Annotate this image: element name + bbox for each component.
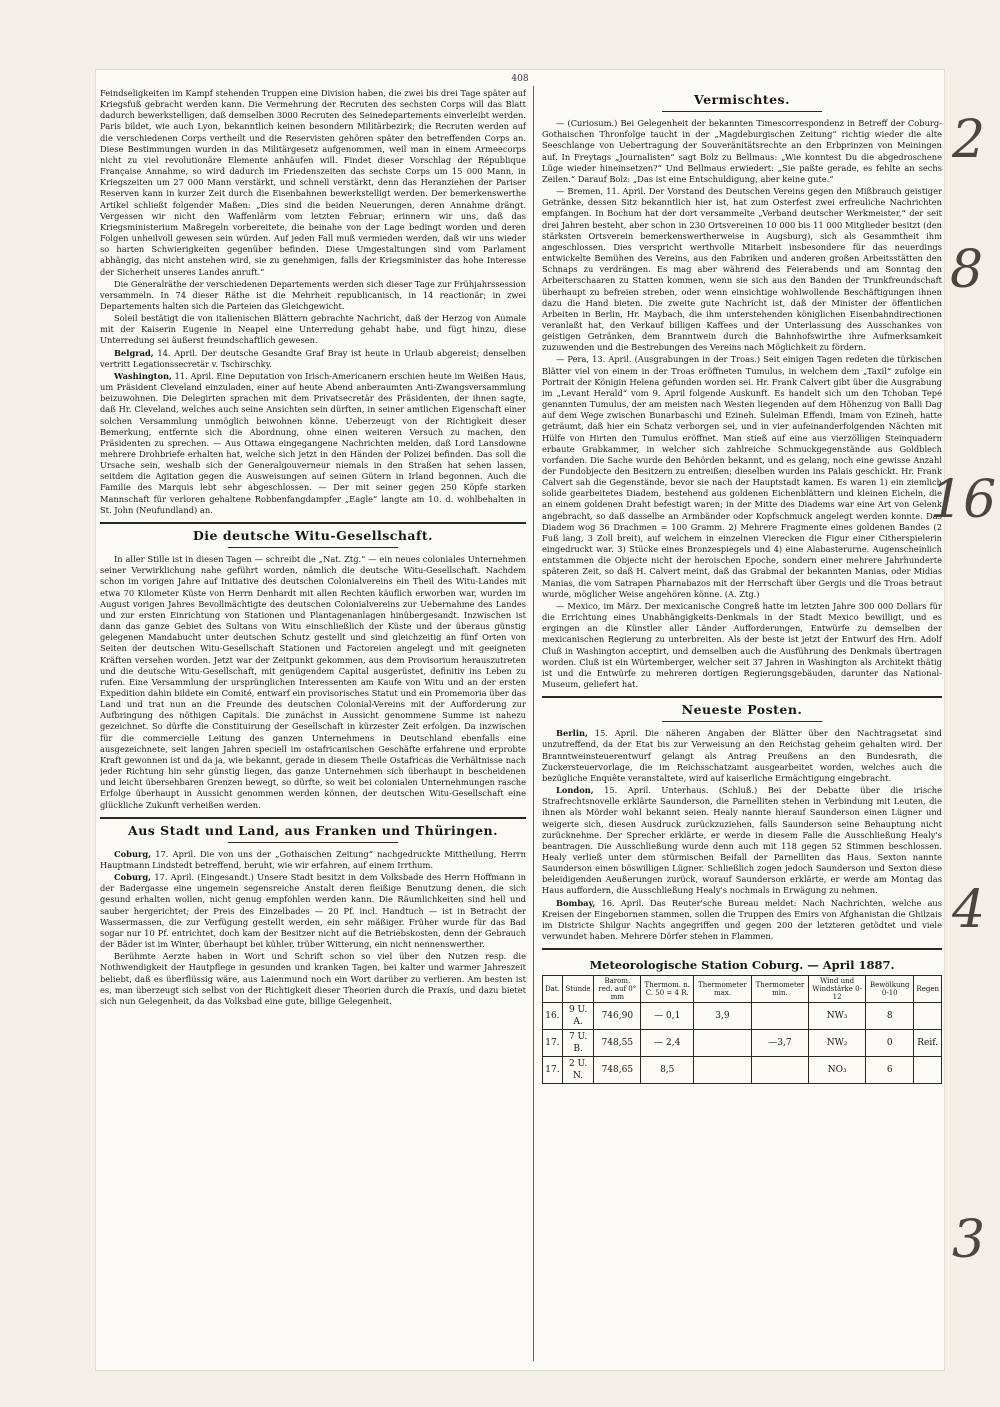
margin-note-1: 2 bbox=[952, 110, 986, 170]
table-cell: — 0,1 bbox=[641, 1003, 694, 1030]
coburg-text-1: 17. April. Die von uns der „Gothaischen Zeitung“ nachgedruckte Mittheilung, Herrn Hauptmann Lindstedt betreffend, beruht, wie wir erfahren, auf einem Irrthum. bbox=[100, 848, 526, 870]
berlin-item bbox=[542, 728, 942, 784]
coburg-item-2 bbox=[100, 872, 526, 950]
table-cell bbox=[694, 1057, 752, 1084]
weather-header: Regen bbox=[914, 976, 942, 1003]
table-row bbox=[543, 1057, 942, 1084]
intro-paragraph-3: Soleil bestätigt die von italienischen Blättern gebrachte Nachricht, daß der Herzog von Aumale mit der Kaiserin Eugenie in Neapel eine Unterredung gehabt habe, und fügt hinzu, diese Unterredung sei äußerst freundschaftlich gewesen. bbox=[100, 313, 526, 346]
section-rule bbox=[542, 696, 942, 698]
table-cell: 16. bbox=[543, 1003, 563, 1030]
verm-paragraph-4: — Mexico, im März. Der mexicanische Congreß hatte im letzten Jahre 300 000 Dollars für die Errichtung eines Unabhängigkeits-Denkmals in der Stadt Mexico bewilligt, und es ergingen an die Künstler aller Länder Aufforderungen, Entwürfe zu demselben der mexicanischen Regierung zu unterbreiten. Als der beste ist jetzt der Entwurf des Hrn. Adolf Cluß in Washington acceptirt, und demselben auch die Ausführung des Denkmals übertragen worden. Cluß ist ein Würtemberger, welcher seit 37 Jahren in Washington als Architekt thätig ist und die Entwürfe zu mehreren dortigen Regierungsgebäuden, darunter das National-Museum, geliefert hat. bbox=[542, 600, 942, 689]
heading-rule bbox=[228, 547, 398, 548]
table-cell: 7 U. B. bbox=[562, 1030, 594, 1057]
verm-paragraph-3: — Pera, 13. April. (Ausgrabungen in der Troas.) Seit einigen Tagen redeten die türkischen Blätter viel von einem in der Troas eröffneten Tumulus, in welchem dem „Taxil“ zufolge ein Portrait der Königin Helena gefunden worden sei. Hr. Frank Calvert gibt über die Ausgrabung im „Levant Herald“ vom 9. April folgende Auskunft. Es handelt sich um den Tchoban Tepé genannten Tumulus, der am meisten nach Westen liegenden auf dem Höhenzug von Balli Dag auf dem Wege zwischen Bunarbaschi und Ezineh. Suleiman Effendi, Imam von Ezineh, hatte geträumt, daß hier ein Schatz verborgen sei, und in vier aufeinanderfolgenden Nächten mit Hülfe von Hirten den Tumulus eröffnet. Man stieß auf eine aus vierzölligen Steinquadern erbaute Grabkammer, in welcher sich zahlreiche Schmuckgegenstände aus Goldblech vorfanden. Die Sache wurde den Behörden bekannt, und es gelang, noch eine gewisse Anzahl der Fundobjecte den Besitzern zu entreißen; dieselben wurden ins Palais geschickt. Hr. Frank Calvert sah die Gegenstände, bevor sie nach der Hauptstadt kamen. Es waren 1) ein ziemlich solide gearbeitetes Diadem, bestehend aus goldenen Eichenblättern und kleinen Eicheln, die an einem goldenen Draht befestigt waren; in der Mitte des Diadems war eine Art von Gelenk angebracht, so daß dasselbe an Armbänder oder Kopfschmuck angelegt werden konnte. Das Diadem wog 36 Drachmen = 100 Gramm. 2) Mehrere Fragmente eines goldenen Bandes (2 Fuß lang, 3 Zoll breit), auf welchem in einzelnen Vierecken die Figur einer Citherspielerin eingedruckt war. 3) Stücke eines Bronzespiegels und 4) eine Alabasterurne. Augenscheinlich entstammen die Objecte nicht der heroischen Epoche, sondern einer mehrere Jahrhunderte späteren Zeit, so daß H. Calvert meint, daß das Grabmal der bekannten Manias, oder Midias Manias, die vom Satrapen Pharnabazos mit der Herrschaft über Gergis und die Troas betraut wurde, möglicher Weise angehören könne. (A. Ztg.) bbox=[542, 354, 942, 599]
table-cell: 8,5 bbox=[641, 1057, 694, 1084]
table-cell: NW₂ bbox=[809, 1030, 866, 1057]
weather-header: Wind und Windstärke 0-12 bbox=[809, 976, 866, 1003]
table-cell bbox=[694, 1030, 752, 1057]
witu-paragraph: In aller Stille ist in diesen Tagen — schreibt die „Nat. Ztg.“ — ein neues coloniales Unternehmen seiner Verwirklichung nahe geführt worden, nämlich die deutsche Witu-Gesellschaft. Nachdem schon im vorigen Jahre auf Initiative des deutschen Colonialvereins ein Theil des Witu-Landes mit etwa 70 Kilometer Küste von Herrn Denhardt mit allen Rechten käuflich erworben war, wurden im August vorigen Jahres Bevollmächtigte des deutschen Colonialvereins zur Uebernahme des Landes und zur ersten Einrichtung von Stationen und Plantagenanlagen hinübergesandt. Inzwischen ist dann das ganze Gebiet des Sultans von Witu einschließlich der Küste und der überaus günstig gelegenen Mandabucht unter deutschen Schutz gestellt und sind gleichzeitig an fünf Orten von Seiten der deutschen Witu-Gesellschaft Stationen und Factoreien angelegt und mit geeigneten Kräften versehen worden. Jetzt war der Zeitpunkt gekommen, aus dem Provisorium herauszutreten und die deutsche Witu-Gesellschaft, mit genügendem Capital ausgerüstet, definitiv ins Leben zu rufen. Eine Versammlung der ursprünglichen Interessenten am Kaufe von Witu und an der ersten Expedition dahin bildete ein Comité, entwarf ein provisorisches Statut und ein Promemoria über das Land und trat nun an die Freunde des deutschen Colonial-Vereins mit der Aufforderung zur Aufbringung des nöthigen Capitals. Die zunächst in Aussicht genommene Summe ist nahezu gezeichnet. So dürfte die Constituirung der Gesellschaft in kürzester Zeit erfolgen. Da inzwischen für die commercielle Leitung des ganzen Unternehmens in Deutschland ebenfalls eine ausgezeichnete, seit langen Jahren speciell im ostafricanischen Geschäfte erfahrene und erprobte Kraft gewonnen ist und da ja, wie bekannt, gerade in diesem Theile Ostafricas die Verhältnisse nach jeder Richtung hin sehr günstig liegen, das ganze Unternehmen sich überhaupt in bescheidenen und leicht übersehbaren Grenzen bewegt, so dürfte, so weit bei colonialen Unternehmungen rasche Erfolge überhaupt in Aussicht genommen werden können, der deutschen Witu-Gesellschaft eine glückliche Zukunft verheißen werden. bbox=[100, 554, 526, 810]
washington-place: Washington, bbox=[114, 370, 172, 381]
right-column bbox=[542, 88, 942, 1358]
bombay-item bbox=[542, 898, 942, 943]
table-cell: — 2,4 bbox=[641, 1030, 694, 1057]
weather-header: Thermometer max. bbox=[694, 976, 752, 1003]
belgrad-text: 14. April. Der deutsche Gesandte Graf Bray ist heute in Urlaub abgereist; denselben vertritt Legationssecretär v. Tschirschky. bbox=[100, 347, 526, 369]
weather-header: Thermom. n. C. 50 = 4 R. bbox=[641, 976, 694, 1003]
margin-note-5: 3 bbox=[952, 1210, 986, 1270]
weather-header: Bewölkung 0-10 bbox=[866, 976, 914, 1003]
weather-header: Barom. red. auf 0° mm bbox=[594, 976, 641, 1003]
washington-text: 11. April. Eine Deputation von Irisch-Americanern erschien heute im Weißen Haus, um Präsident Cleveland einzuladen, einer auf heute Abend anberaumten Anti-Zwangsversammlung beizuwohnen. Die Delegirten sprachen mit dem Privatsecretär des Präsidenten, der ihnen sagte, daß Hr. Cleveland, welches auch seine Ansichten sein dürften, in seiner amtlichen Eigenschaft einer solchen Versammlung unmöglich beiwohnen könne. Ueberzeugt von der Richtigkeit dieser Bemerkung, entfernte sich die Abordnung, ohne einen weiteren Versuch zu machen, den Präsidenten zu sprechen. — Aus Ottawa eingegangene Nachrichten melden, daß Lord Lansdowne mehrere Drohbriefe erhalten hat, welche sich jetzt in den Händen der Polizei befinden. Das soll die Ursache sein, weshalb sich der Generalgouverneur niemals in den Straßen hat sehen lassen, seitdem die Agitation gegen die Ausweisungen auf seinen Gütern in Irland begonnen. Auch die Familie des Marquis lebt sehr abgeschlossen. — Der mit seiner gegen 250 Köpfe starken Mannschaft für verloren gehaltene Robbenfangdampfer „Eagle“ langte am 10. d. wohlbehalten in St. John (Neufundland) an. bbox=[100, 370, 526, 515]
column-divider bbox=[533, 86, 534, 1361]
newspaper-page bbox=[96, 70, 944, 1370]
coburg-text-2: 17. April. (Eingesandt.) Unsere Stadt besitzt in dem Volksbade des Herrn Hoffmann in der Badergasse eine ungemein segensreiche Anstalt deren fleißige Benutzung denen, die sich gesund erhalten wollen, nicht genug empfohlen werden kann. Die Räumlichkeiten sind hell und sauber hergerichtet; der Preis des Einzelbades — 20 Pf. incl. Handtuch — ist in Betracht der Wassermassen, die zur Verfügung gestellt werden, ein sehr mäßiger. Früher wurde für das Bad sogar nur 10 Pf. entrichtet, doch kam der Besitzer nicht auf die Betriebskosten, denn der Gebrauch der Bäder ist im Winter, überhaupt bei kühler, trüber Witterung, ein nicht nennenswerther. bbox=[100, 872, 526, 950]
posten-heading: Neueste Posten. bbox=[681, 702, 803, 718]
table-cell: 17. bbox=[543, 1030, 563, 1057]
table-row bbox=[543, 1030, 942, 1057]
washington-item bbox=[100, 371, 526, 516]
bombay-text: 16. April. Das Reuter'sche Bureau meldet: Nach Nachrichten, welche aus Kreisen der Eingebornen stammen, sollen die Truppen des Emirs von Afghanistan die Ghilzais im Districte Shilgur Nachts angegriffen und gegen 200 der letzteren getödtet und viele verwundet haben. Mehrere Dörfer stehen in Flammen. bbox=[542, 897, 942, 942]
table-cell bbox=[914, 1057, 942, 1084]
table-cell: 748,55 bbox=[594, 1030, 641, 1057]
heading-rule bbox=[228, 842, 398, 843]
weather-header: Stunde bbox=[562, 976, 594, 1003]
table-cell bbox=[751, 1003, 808, 1030]
table-cell bbox=[751, 1057, 808, 1084]
section-rule bbox=[100, 817, 526, 819]
berlin-text: 15. April. Die näheren Angaben der Blätter über den Nachtragsetat sind unzutreffend, da der Etat bis zur Verweisung an den Reichstag geheim gehalten wird. Der Branntweinsteuerentwurf gelangt als Antrag Preußens an den Bundesrath, die Zuckersteuervorlage, die im Reichsschatzamt ausgearbeitet worden, welches auch die bezügliche Enquête veranstaltete, wird auf kaiserliche Ermächtigung eingebracht. bbox=[542, 728, 942, 783]
weather-title: Meteorologische Station Coburg. — April 1887. bbox=[589, 958, 895, 973]
table-cell: 3,9 bbox=[694, 1003, 752, 1030]
table-cell: 8 bbox=[866, 1003, 914, 1030]
margin-note-3: 16 bbox=[930, 470, 997, 530]
belgrad-place: Belgrad, bbox=[114, 347, 154, 358]
witu-heading: Die deutsche Witu-Gesellschaft. bbox=[192, 527, 434, 543]
table-cell bbox=[914, 1003, 942, 1030]
verm-paragraph-1: — (Curiosum.) Bei Gelegenheit der bekannten Timescorrespondenz in Betreff der Coburg-Gothaischen Thronfolge taucht in der „Magdeburgischen Zeitung“ richtig wieder die alte Seeschlange von Uebertragung der Souveränitätsrechte an den Erbprinzen von Meiningen auf. In Freytags „Journalisten“ sagt Bolz zu Bellmaus: „Wie konntest Du die abgedroschene Lüge wieder hineinsetzen?“ Und Bellmaus erwiedert: „Sie paßte gerade, es fehlte an sechs Zeilen.“ Darauf Bolz: „Das ist eine Entschuldigung, aber keine gute.“ bbox=[542, 118, 942, 184]
london-text: 15. April. Unterhaus. (Schluß.) Bei der Debatte über die irische Strafrechtsnovelle erklärte Saunderson, die Parnelliten stehen in Verbindung mit Leuten, die ihnen als Mörder wohl bekannt seien. Healy nannte hierauf Saunderson einen Lügner und weigerte sich, diesen Ausdruck zurückzuziehen, falls Saunderson seine Behauptung nicht zurücknehme. Der Sprecher erklärte, er werde in diesem Falle die Ausschließung Healy's beantragen. Die Ausschließung wurde denn auch mit 118 gegen 52 Stimmen beschlossen. Healy verließ unter dem stürmischen Beifall der Parnelliten das Haus. Sexton nannte Saunderson einen böswilligen Lügner. Schließlich zogen jedoch Saunderson und Sexton diese beleidigenden Aeußerungen zurück, worauf Saunderson erklärte, er werde am Montag das Haus auffordern, die Ausschließung Healy's nochmals in Erwägung zu nehmen. bbox=[542, 785, 942, 896]
table-row bbox=[543, 1003, 942, 1030]
weather-header: Dat. bbox=[543, 976, 563, 1003]
table-cell: 748,65 bbox=[594, 1057, 641, 1084]
table-cell: 17. bbox=[543, 1057, 563, 1084]
page-number: 408 bbox=[511, 74, 529, 84]
coburg-place-2: Coburg, bbox=[114, 872, 152, 883]
coburg-place-1: Coburg, bbox=[114, 848, 152, 859]
verm-paragraph-2: — Bremen, 11. April. Der Vorstand des Deutschen Vereins gegen den Mißbrauch geistiger Getränke, dessen Sitz bekanntlich hier ist, hat zum Osterfest zwei erfreuliche Nachrichten empfangen. In Bochum hat der dort versammelte „Verband deutscher Werkmeister,“ der seit drei Jahren besteht, aber schon in 230 Ortsvereinen 10 000 bis 11 000 Mitglieder besitzt (den stärksten Ortsverein bemerkenswertherweise in Augsburg), sich als Gesammtheit ihm angeschlossen. Dies verspricht werthvolle Mitarbeit insbesondere für das neuerdings entwickelte Bemühen des Vereins, aus den Fabriken und anderen großen Arbeitsstätten den Schnaps zu verdrängen. Es mag aber während des Feierabends und am Sonntag den Arbeiterschaaren zu Statten kommen, wenn sie sich aus den Banden der Trunkfreundschaft überhaupt zu befreien streben, oder wenn einsichtige wohlwollende Beschäftigungen ihnen dazu die Hand bieten. Die zweite gute Nachricht ist, daß der Minister der öffentlichen Arbeiten in Berlin, Hr. Maybach, die ihm unterstehenden königlichen Eisenbahndirectionen veranlaßt hat, den Verkauf billigen Kaffees und der Unterlassung des Ausschankes von geistigen Getränken, dem Branntwein durch die Bahnhofswirthe ihre Aufmerksamkeit zuzuwenden und die Bestrebungen des Vereins nach Möglichkeit zu fördern. bbox=[542, 186, 942, 353]
table-cell: NO₃ bbox=[809, 1057, 866, 1084]
heading-rule bbox=[662, 111, 822, 112]
margin-note-4: 4 bbox=[952, 880, 986, 940]
table-cell: Reif. bbox=[914, 1030, 942, 1057]
vermischtes-heading: Vermischtes. bbox=[694, 92, 790, 107]
intro-paragraph-1: Feindseligkeiten im Kampf stehenden Truppen eine Division haben, die zwei bis drei Tage später auf Kriegsfuß gebracht werden kann. Die Vermehrung der Recruten des sechsten Corps will das Blatt dadurch bewerkstelligen, daß demselben 3000 Recruten des Seinedepartements einverleibt werden. Paris bildet, wie auch Lyon, bekanntlich keinen besondern Militärbezirk; die Recruten werden auf die verschiedenen Corps vertheilt und die Reservisten gehören später den betreffenden Corps an. Diese Bestimmungen wurden in das Militärgesetz aufgenommen, weil man in einem Armeecorps nicht zu viel revolutionäre Elemente anhäufen will. Findet dieser Vorschlag der République Française Annahme, so wird dadurch im Friedenszeiten das sechste Corps um 15 000 Mann, in Kriegszeiten um 27 000 Mann verstärkt, und schnell verstärkt, denn das Heranziehen der Pariser Reserven kann in kurzer Zeit durch die Eisenbahnen bewerkstelligt werden. Der bemerkenswerthe Artikel schließt folgender Maßen: „Dies sind die beiden Neuerungen, deren Annahme drängt. Vergessen wir nicht den Waffenlärm vom letzten Februar; erinnern wir uns, daß das Kriegsministerium Maßregeln vorbereitete, die beinahe von der Lage bedingt worden und deren Folgen unheilvoll gewesen sein würden. Auf jeden Fall muß vermieden werden, daß wir uns wieder so harten Schwierigkeiten gegenüber befinden. Diese Umgestaltungen sind vom Parlament abhängig, das nicht anstehen wird, sie zu genehmigen, falls der Kriegsminister das hohe Interesse der Sicherheit unseres Landes anruft.“ bbox=[100, 88, 526, 277]
weather-table bbox=[542, 975, 942, 1084]
table-cell: NW₃ bbox=[809, 1003, 866, 1030]
section-rule bbox=[542, 948, 942, 950]
table-cell: 6 bbox=[866, 1057, 914, 1084]
table-cell: 0 bbox=[866, 1030, 914, 1057]
coburg-item-2-cont: Berühmte Aerzte haben in Wort und Schrift schon so viel über den Nutzen resp. die Nothwendigkeit der Hautpflege in gesunden und kranken Tagen, bei kalter und warmer Jahreszeit beliebt, daß es überflüssig wäre, aus Laienmund noch ein Wort darüber zu verlieren. Am besten ist es, man überzeugt sich selbst von der Richtigkeit dieser Theorien durch die Praxis, und dazu bietet sich nun Gelegenheit, da das Volksbad eine gute, billige Gelegenheit. bbox=[100, 951, 526, 1006]
intro-paragraph-2: Die Generalräthe der verschiedenen Departements werden sich dieser Tage zur Frühjahrssession versammeln. In 74 dieser Räthe ist die Mehrheit republicanisch, in 14 reactionär; in zwei Departements halten sich die Parteien das Gleichgewicht. bbox=[100, 278, 526, 311]
table-cell: 2 U. N. bbox=[562, 1057, 594, 1084]
table-cell: 746,90 bbox=[594, 1003, 641, 1030]
section-rule bbox=[100, 522, 526, 524]
heading-rule bbox=[662, 721, 822, 722]
weather-header: Thermometer min. bbox=[751, 976, 808, 1003]
margin-note-2: 8 bbox=[950, 240, 984, 300]
left-column bbox=[100, 88, 526, 1358]
stadt-heading: Aus Stadt und Land, aus Franken und Thüringen. bbox=[128, 822, 498, 838]
table-cell: —3,7 bbox=[751, 1030, 808, 1057]
weather-header-row bbox=[543, 976, 942, 1003]
coburg-item-1 bbox=[100, 849, 526, 871]
bombay-place: Bombay, bbox=[556, 897, 596, 908]
berlin-place: Berlin, bbox=[556, 728, 588, 739]
london-item bbox=[542, 785, 942, 897]
table-cell: 9 U. A. bbox=[562, 1003, 594, 1030]
london-place: London, bbox=[556, 785, 594, 796]
belgrad-item bbox=[100, 348, 526, 370]
